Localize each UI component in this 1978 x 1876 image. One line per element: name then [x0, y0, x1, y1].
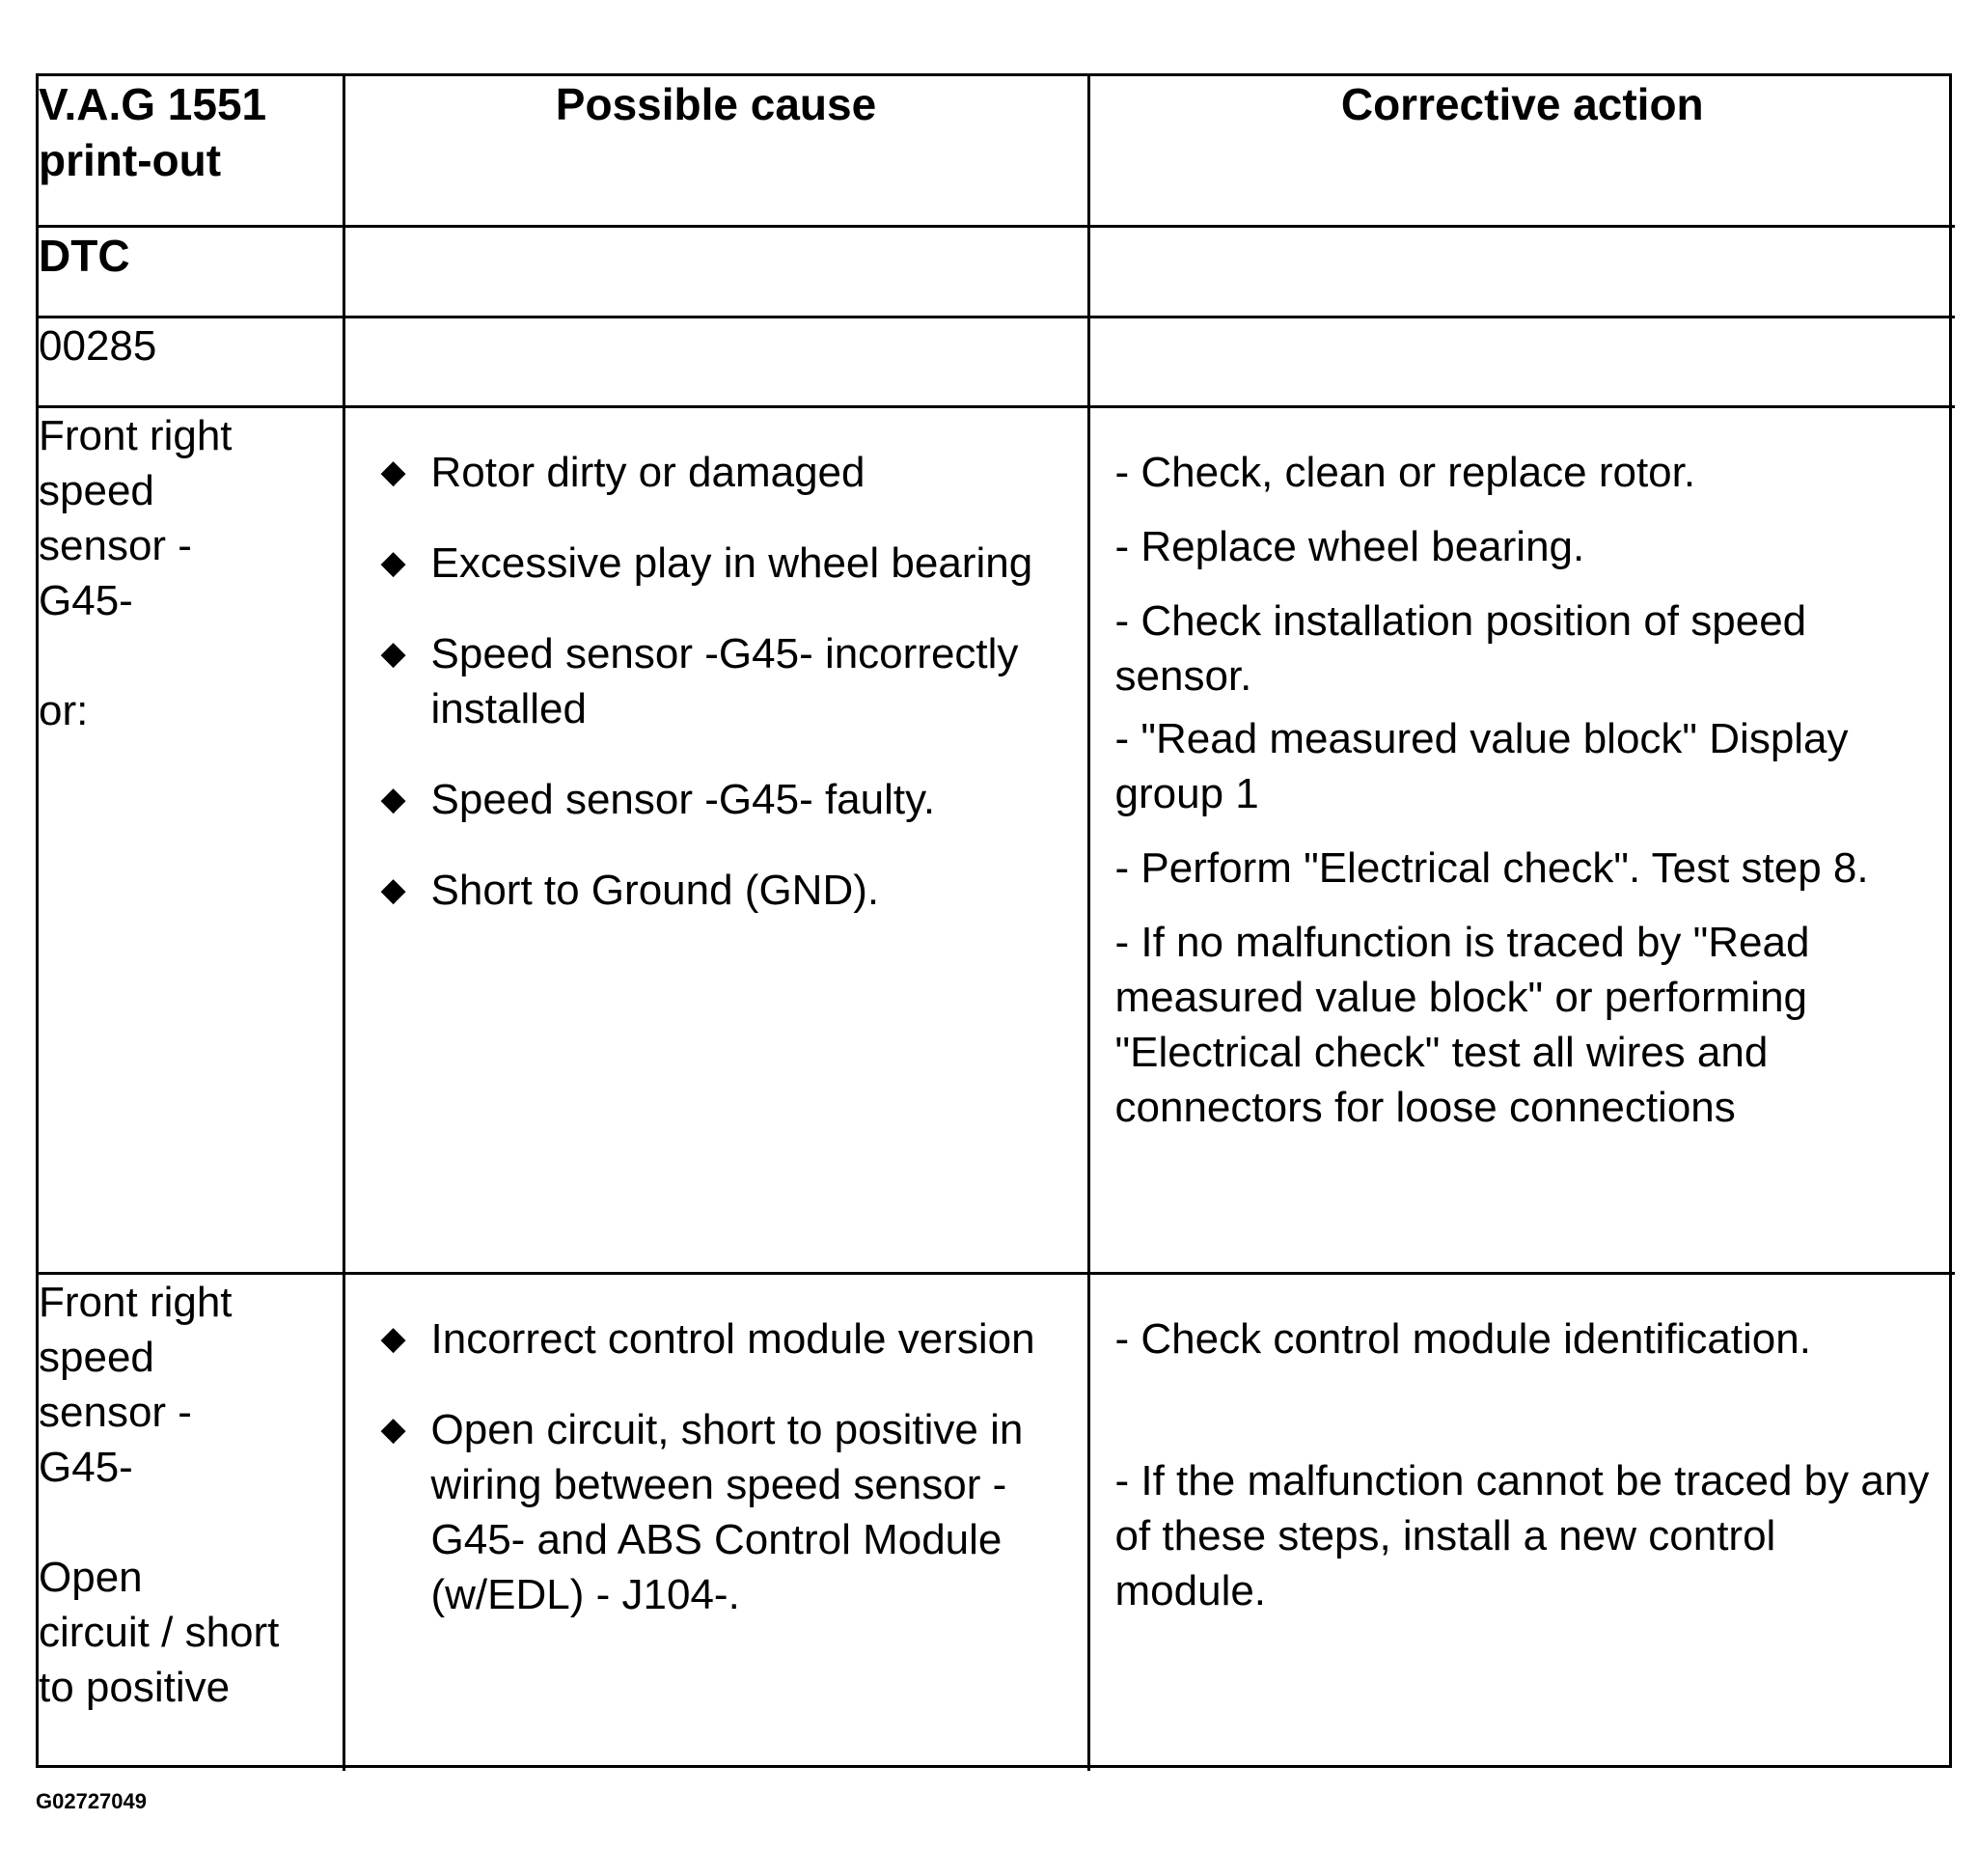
- cause-text: Speed sensor -G45- incorrectly installed: [430, 629, 1019, 732]
- header-possible-cause: [343, 76, 1088, 226]
- table-row-code: [39, 317, 1955, 406]
- fault-1-label-line: G45-: [39, 576, 133, 624]
- action-text: - If no malfunction is traced by "Read measured value block" or performing "Electrical check" test all wires and connectors for loose connections: [1114, 918, 1810, 1131]
- list-item: [345, 863, 1078, 918]
- action-text: - "Read measured value block" Display group 1: [1114, 714, 1849, 817]
- header-print-out-text: V.A.G 1551 print-out: [39, 79, 267, 185]
- action-text: - Check control module identification.: [1114, 1314, 1811, 1363]
- table-row-fault-2: [39, 1273, 1955, 1771]
- table-header-row: [39, 76, 1955, 226]
- fault-2-label: [39, 1273, 343, 1771]
- empty-cell: [343, 317, 1088, 406]
- header-possible-cause-text: Possible cause: [555, 79, 877, 129]
- cause-text: Rotor dirty or damaged: [430, 448, 865, 496]
- fault-1-causes: [343, 406, 1088, 1273]
- fault-1-actions: [1088, 406, 1955, 1273]
- cause-text: Open circuit, short to positive in wiring between speed sensor -G45- and ABS Control Module (w/EDL) - J104-.: [430, 1405, 1024, 1618]
- list-item: [345, 772, 1078, 827]
- header-corrective-action-text: Corrective action: [1340, 79, 1704, 129]
- fault-1-label-line: speed: [39, 466, 154, 514]
- cause-list: [345, 408, 1087, 918]
- diamond-bullet-icon: ◆: [380, 870, 406, 908]
- cause-text: Speed sensor -G45- faulty.: [430, 775, 936, 823]
- diamond-bullet-icon: ◆: [380, 634, 406, 672]
- header-print-out: [39, 76, 343, 226]
- empty-cell: [1088, 226, 1955, 317]
- diamond-bullet-icon: ◆: [380, 780, 406, 817]
- dtc-code: 00285: [39, 317, 343, 406]
- empty-cell: [343, 226, 1088, 317]
- cause-text: Incorrect control module version: [430, 1314, 1035, 1363]
- header-corrective-action: [1088, 76, 1955, 226]
- diamond-bullet-icon: ◆: [380, 543, 406, 581]
- fault-2-label-suffix-line: Open: [39, 1553, 143, 1601]
- fault-2-label-suffix-line: to positive: [39, 1663, 231, 1711]
- fault-1-label: [39, 406, 343, 1273]
- fault-2-actions: [1088, 1273, 1955, 1771]
- figure-id: G02727049: [36, 1789, 147, 1813]
- fault-2-label-suffix-line: circuit / short: [39, 1608, 280, 1656]
- diamond-bullet-icon: ◆: [380, 453, 406, 490]
- action-text: - Perform "Electrical check". Test step 8.: [1114, 843, 1869, 892]
- list-item: [345, 1311, 1078, 1366]
- dtc-label: DTC: [39, 226, 343, 317]
- fault-2-label-line: Front right: [39, 1278, 233, 1326]
- cause-text: Short to Ground (GND).: [430, 866, 880, 914]
- empty-cell: [1088, 317, 1955, 406]
- cause-text: Excessive play in wheel bearing: [430, 538, 1033, 587]
- table-row-dtc: [39, 226, 1955, 317]
- list-item: [345, 536, 1078, 591]
- fault-2-label-line: G45-: [39, 1443, 133, 1491]
- fault-1-label-line: Front right: [39, 411, 233, 459]
- list-item: [345, 626, 1078, 736]
- action-text: - If the malfunction cannot be traced by any of these steps, install a new control module.: [1114, 1456, 1930, 1614]
- fault-2-label-line: speed: [39, 1333, 154, 1381]
- diamond-bullet-icon: ◆: [380, 1410, 406, 1448]
- dtc-table-frame: [36, 73, 1952, 1768]
- list-item: [345, 1402, 1078, 1622]
- dtc-table: [39, 76, 1955, 1771]
- fault-2-causes: [343, 1273, 1088, 1771]
- action-text: - Replace wheel bearing.: [1114, 522, 1585, 570]
- action-text: - Check, clean or replace rotor.: [1114, 448, 1696, 496]
- cause-list: [345, 1275, 1087, 1622]
- table-row-fault-1: [39, 406, 1955, 1273]
- fault-2-label-line: sensor -: [39, 1388, 192, 1436]
- fault-1-label-line: sensor -: [39, 521, 192, 569]
- diamond-bullet-icon: ◆: [380, 1319, 406, 1357]
- fault-1-label-suffix: or:: [39, 686, 89, 734]
- list-item: [345, 445, 1078, 500]
- action-text: - Check installation position of speed sensor.: [1114, 596, 1807, 700]
